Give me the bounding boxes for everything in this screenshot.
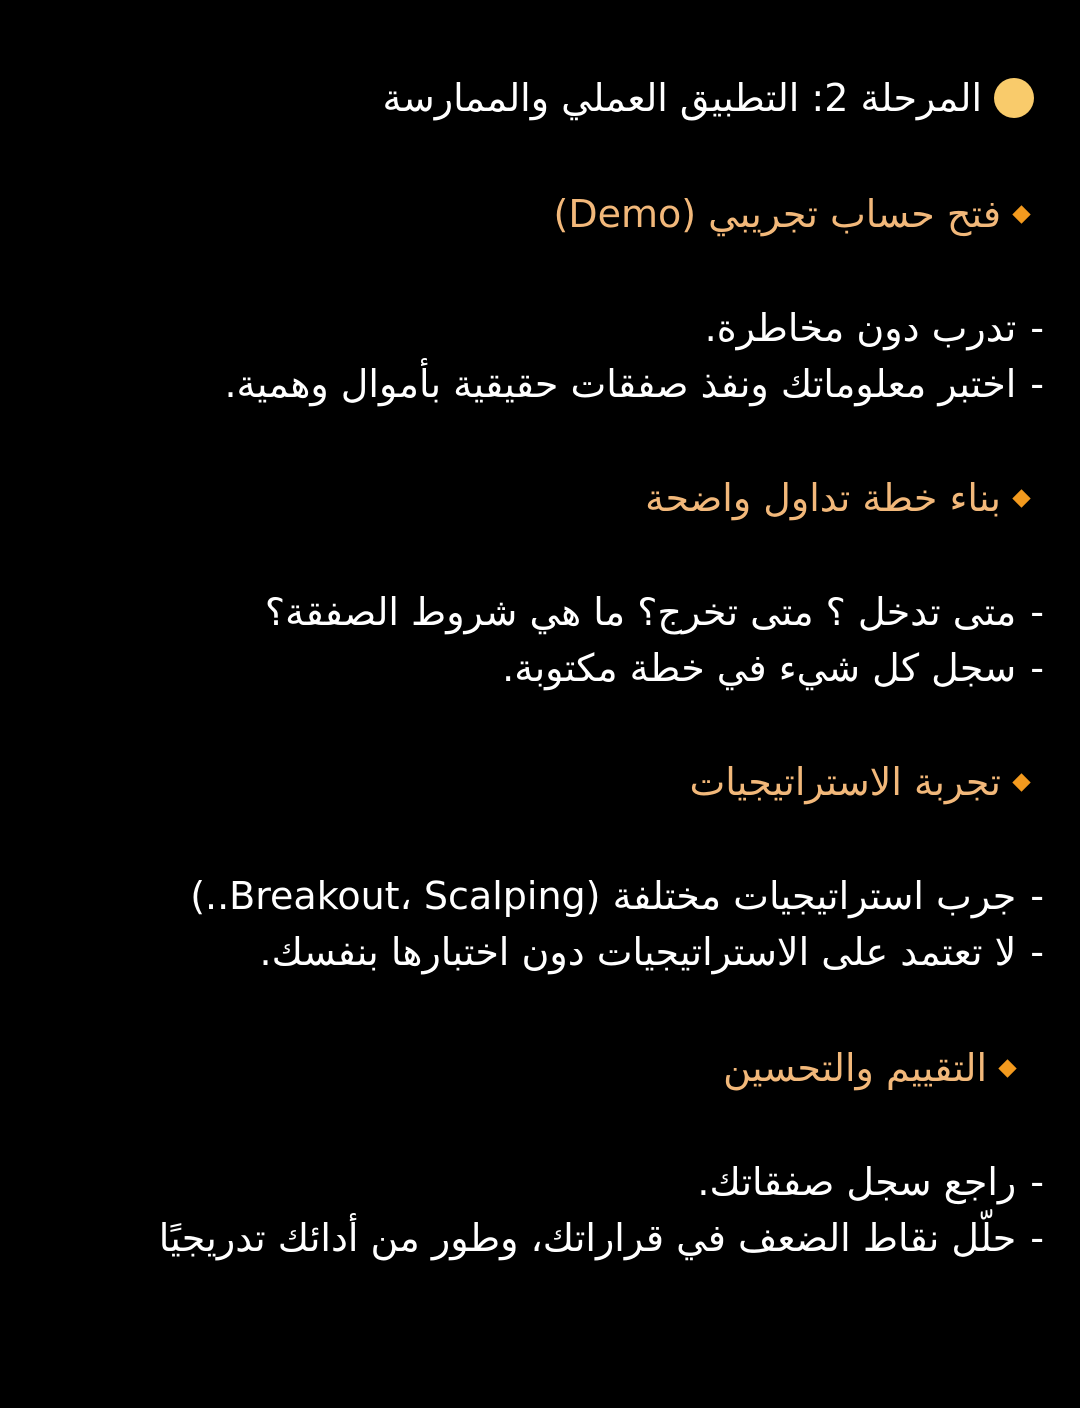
list-item <box>502 640 1044 696</box>
bullet-dash: - <box>1030 646 1044 690</box>
list-item <box>265 584 1044 640</box>
bullet-dash: - <box>1030 362 1044 406</box>
list-item <box>190 868 1044 924</box>
orange-diamond-icon <box>1012 205 1030 223</box>
bullet-text: متى تدخل ؟ متى تخرج؟ ما هي شروط الصفقة؟ <box>264 590 1017 634</box>
yellow-circle-icon <box>994 78 1034 118</box>
orange-diamond-icon <box>1012 773 1030 791</box>
section-heading-evaluation <box>723 1040 1014 1096</box>
section-heading-text: فتح حساب تجريبي (Demo) <box>553 192 1001 236</box>
bullet-text: حلّل نقاط الضعف في قراراتك، وطور من أدائك تدريجيًا <box>158 1216 1017 1260</box>
orange-diamond-icon <box>1012 489 1030 507</box>
bullet-text: لا تعتمد على الاستراتيجيات دون اختبارها بنفسك. <box>259 930 1017 974</box>
bullet-dash: - <box>1030 874 1044 918</box>
section-heading-trading-plan <box>645 470 1028 526</box>
bullet-dash: - <box>1030 1216 1044 1260</box>
section-heading-strategies <box>689 754 1028 810</box>
bullet-text: تدرب دون مخاطرة. <box>704 306 1017 350</box>
bullet-dash: - <box>1030 590 1044 634</box>
bullet-dash: - <box>1030 930 1044 974</box>
bullet-text: راجع سجل صفقاتك. <box>697 1160 1017 1204</box>
list-item <box>159 1210 1044 1266</box>
bullet-text: جرب استراتيجيات مختلفة (Breakout، Scalping..) <box>190 874 1017 918</box>
list-item <box>224 356 1044 412</box>
phase-title-text: المرحلة 2: التطبيق العملي والممارسة <box>382 76 982 120</box>
orange-diamond-icon <box>998 1059 1016 1077</box>
bullet-dash: - <box>1030 306 1044 350</box>
section-heading-text: بناء خطة تداول واضحة <box>645 476 1001 520</box>
list-item <box>705 300 1044 356</box>
bullet-text: سجل كل شيء في خطة مكتوبة. <box>502 646 1017 690</box>
section-heading-text: تجربة الاستراتيجيات <box>689 760 1001 804</box>
phase-title <box>383 70 1034 126</box>
list-item <box>259 924 1044 980</box>
list-item <box>697 1154 1044 1210</box>
bullet-text: اختبر معلوماتك ونفذ صفقات حقيقية بأموال وهمية. <box>224 362 1017 406</box>
section-heading-demo <box>554 186 1029 242</box>
bullet-dash: - <box>1030 1160 1044 1204</box>
section-heading-text: التقييم والتحسين <box>723 1046 987 1090</box>
